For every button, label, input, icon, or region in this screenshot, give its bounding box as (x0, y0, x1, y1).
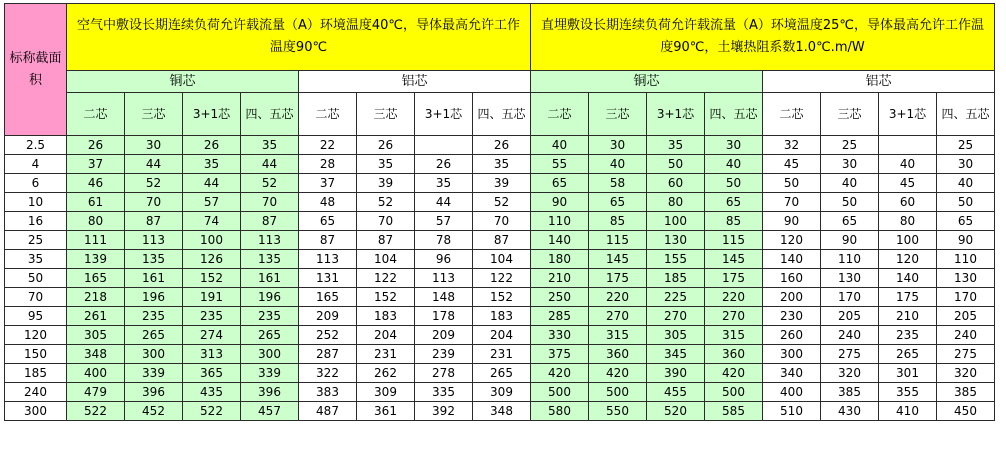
air-copper-value-cell: 80 (67, 212, 125, 231)
air-copper-value-cell: 61 (67, 193, 125, 212)
ground-aluminum-value-cell: 410 (879, 402, 937, 421)
air-copper-header: 铜芯 (67, 71, 299, 93)
ground-copper-value-cell: 585 (705, 402, 763, 421)
ground-aluminum-value-cell: 510 (763, 402, 821, 421)
air-aluminum-value-cell: 309 (473, 383, 531, 402)
air-aluminum-value-cell: 87 (299, 231, 357, 250)
ground-copper-core-header: 三芯 (589, 93, 647, 136)
air-aluminum-value-cell: 152 (473, 288, 531, 307)
air-copper-value-cell: 300 (125, 345, 183, 364)
ground-aluminum-value-cell: 320 (937, 364, 995, 383)
air-copper-value-cell: 70 (241, 193, 299, 212)
ground-copper-value-cell: 500 (589, 383, 647, 402)
air-aluminum-value-cell: 26 (415, 155, 473, 174)
cross-section-cell: 150 (5, 345, 67, 364)
table-row (5, 402, 995, 421)
air-aluminum-value-cell: 87 (473, 231, 531, 250)
ground-copper-value-cell: 550 (589, 402, 647, 421)
ground-copper-core-header: 四、五芯 (705, 93, 763, 136)
air-copper-core-header: 三芯 (125, 93, 183, 136)
air-copper-value-cell: 35 (183, 155, 241, 174)
ground-aluminum-value-cell: 130 (821, 269, 879, 288)
air-copper-value-cell: 87 (241, 212, 299, 231)
cross-section-cell: 70 (5, 288, 67, 307)
air-copper-value-cell: 479 (67, 383, 125, 402)
air-aluminum-value-cell: 70 (357, 212, 415, 231)
air-aluminum-value-cell: 26 (357, 136, 415, 155)
ground-aluminum-value-cell: 340 (763, 364, 821, 383)
air-copper-value-cell: 457 (241, 402, 299, 421)
cross-section-cell: 2.5 (5, 136, 67, 155)
ground-aluminum-value-cell: 120 (879, 250, 937, 269)
title-row (5, 4, 995, 71)
air-copper-value-cell: 74 (183, 212, 241, 231)
table-row (5, 364, 995, 383)
cross-section-cell: 16 (5, 212, 67, 231)
ground-aluminum-value-cell: 275 (821, 345, 879, 364)
air-copper-value-cell: 235 (125, 307, 183, 326)
ground-copper-value-cell: 210 (531, 269, 589, 288)
air-aluminum-value-cell: 348 (473, 402, 531, 421)
air-copper-value-cell: 161 (125, 269, 183, 288)
table-row (5, 288, 995, 307)
air-copper-value-cell: 165 (67, 269, 125, 288)
ground-aluminum-value-cell: 110 (821, 250, 879, 269)
ground-copper-header: 铜芯 (531, 71, 763, 93)
ground-copper-value-cell: 225 (647, 288, 705, 307)
air-aluminum-value-cell: 78 (415, 231, 473, 250)
air-aluminum-value-cell: 52 (473, 193, 531, 212)
ground-copper-value-cell: 330 (531, 326, 589, 345)
ground-aluminum-value-cell: 385 (821, 383, 879, 402)
cross-section-cell: 4 (5, 155, 67, 174)
air-copper-value-cell: 111 (67, 231, 125, 250)
ground-aluminum-value-cell: 45 (763, 155, 821, 174)
air-copper-value-cell: 35 (241, 136, 299, 155)
air-aluminum-value-cell: 231 (473, 345, 531, 364)
ground-copper-value-cell: 305 (647, 326, 705, 345)
ground-copper-value-cell: 35 (647, 136, 705, 155)
air-aluminum-value-cell: 122 (473, 269, 531, 288)
ground-aluminum-value-cell: 385 (937, 383, 995, 402)
air-copper-value-cell: 261 (67, 307, 125, 326)
air-copper-value-cell: 348 (67, 345, 125, 364)
ground-copper-value-cell: 270 (705, 307, 763, 326)
ground-aluminum-value-cell: 301 (879, 364, 937, 383)
ground-copper-value-cell: 115 (589, 231, 647, 250)
core-row (5, 93, 995, 136)
ground-copper-value-cell: 40 (589, 155, 647, 174)
ground-copper-value-cell: 110 (531, 212, 589, 231)
air-copper-value-cell: 265 (125, 326, 183, 345)
cross-section-cell: 120 (5, 326, 67, 345)
ground-copper-value-cell: 55 (531, 155, 589, 174)
material-row (5, 71, 995, 93)
ground-aluminum-value-cell: 80 (879, 212, 937, 231)
ground-aluminum-header: 铝芯 (763, 71, 995, 93)
ground-copper-value-cell: 40 (531, 136, 589, 155)
ground-aluminum-core-header: 四、五芯 (937, 93, 995, 136)
air-copper-value-cell: 126 (183, 250, 241, 269)
air-aluminum-value-cell: 104 (357, 250, 415, 269)
air-aluminum-value-cell: 252 (299, 326, 357, 345)
ampacity-table-container (4, 3, 995, 421)
ground-copper-value-cell: 60 (647, 174, 705, 193)
air-aluminum-value-cell: 39 (473, 174, 531, 193)
ground-copper-value-cell: 270 (589, 307, 647, 326)
ground-copper-value-cell: 420 (589, 364, 647, 383)
ground-aluminum-value-cell: 170 (937, 288, 995, 307)
ground-copper-value-cell: 85 (705, 212, 763, 231)
air-aluminum-value-cell: 309 (357, 383, 415, 402)
air-aluminum-value-cell: 148 (415, 288, 473, 307)
ground-copper-value-cell: 100 (647, 212, 705, 231)
ground-aluminum-value-cell: 120 (763, 231, 821, 250)
air-aluminum-value-cell: 113 (415, 269, 473, 288)
air-aluminum-value-cell: 96 (415, 250, 473, 269)
ground-copper-value-cell: 285 (531, 307, 589, 326)
air-aluminum-value-cell: 122 (357, 269, 415, 288)
ground-copper-value-cell: 115 (705, 231, 763, 250)
ground-aluminum-value-cell: 265 (879, 345, 937, 364)
table-row (5, 383, 995, 402)
cross-section-cell: 240 (5, 383, 67, 402)
air-aluminum-value-cell: 57 (415, 212, 473, 231)
ground-laying-title: 直埋敷设长期连续负荷允许载流量（A）环境温度25℃，导体最高允许工作温度90℃，土壤热阻系数1.0℃.m/W (531, 4, 995, 71)
air-laying-title: 空气中敷设长期连续负荷允许载流量（A）环境温度40℃，导体最高允许工作温度90℃ (67, 4, 531, 71)
air-copper-value-cell: 365 (183, 364, 241, 383)
air-aluminum-value-cell: 35 (357, 155, 415, 174)
air-aluminum-value-cell: 35 (473, 155, 531, 174)
air-copper-value-cell: 235 (183, 307, 241, 326)
air-copper-value-cell: 37 (67, 155, 125, 174)
ground-aluminum-value-cell: 430 (821, 402, 879, 421)
air-copper-value-cell: 70 (125, 193, 183, 212)
ground-copper-value-cell: 90 (531, 193, 589, 212)
air-copper-value-cell: 300 (241, 345, 299, 364)
table-row (5, 326, 995, 345)
air-copper-value-cell: 26 (67, 136, 125, 155)
air-aluminum-value-cell: 183 (357, 307, 415, 326)
air-aluminum-value-cell: 239 (415, 345, 473, 364)
ground-aluminum-value-cell: 30 (937, 155, 995, 174)
ground-aluminum-value-cell: 275 (937, 345, 995, 364)
ground-aluminum-value-cell: 175 (879, 288, 937, 307)
air-copper-value-cell: 196 (125, 288, 183, 307)
ground-aluminum-value-cell: 240 (821, 326, 879, 345)
ampacity-table (4, 3, 995, 421)
ground-copper-value-cell: 315 (705, 326, 763, 345)
air-aluminum-value-cell: 392 (415, 402, 473, 421)
air-aluminum-core-header: 3+1芯 (415, 93, 473, 136)
ground-aluminum-value-cell: 60 (879, 193, 937, 212)
air-copper-core-header: 四、五芯 (241, 93, 299, 136)
ground-aluminum-value-cell: 205 (937, 307, 995, 326)
table-row (5, 155, 995, 174)
air-copper-value-cell: 400 (67, 364, 125, 383)
air-copper-value-cell: 44 (241, 155, 299, 174)
cross-section-cell: 185 (5, 364, 67, 383)
ground-aluminum-value-cell: 160 (763, 269, 821, 288)
air-aluminum-value-cell: 278 (415, 364, 473, 383)
ground-aluminum-value-cell: 300 (763, 345, 821, 364)
air-copper-value-cell: 218 (67, 288, 125, 307)
air-aluminum-value-cell: 104 (473, 250, 531, 269)
ground-copper-value-cell: 520 (647, 402, 705, 421)
air-copper-value-cell: 396 (241, 383, 299, 402)
ground-copper-value-cell: 145 (705, 250, 763, 269)
table-row (5, 250, 995, 269)
air-aluminum-value-cell: 39 (357, 174, 415, 193)
cross-section-cell: 95 (5, 307, 67, 326)
ground-aluminum-value-cell: 90 (937, 231, 995, 250)
cross-section-cell: 25 (5, 231, 67, 250)
ground-copper-value-cell: 500 (705, 383, 763, 402)
ground-aluminum-value-cell: 25 (821, 136, 879, 155)
air-copper-value-cell: 46 (67, 174, 125, 193)
ground-aluminum-value-cell: 205 (821, 307, 879, 326)
air-aluminum-value-cell: 165 (299, 288, 357, 307)
ground-aluminum-value-cell: 65 (937, 212, 995, 231)
ground-aluminum-value-cell: 40 (821, 174, 879, 193)
air-aluminum-value-cell: 152 (357, 288, 415, 307)
ground-copper-value-cell: 40 (705, 155, 763, 174)
ground-copper-value-cell: 185 (647, 269, 705, 288)
cross-section-cell: 300 (5, 402, 67, 421)
ground-copper-value-cell: 420 (705, 364, 763, 383)
air-copper-value-cell: 135 (125, 250, 183, 269)
ground-aluminum-core-header: 三芯 (821, 93, 879, 136)
air-copper-value-cell: 87 (125, 212, 183, 231)
air-aluminum-value-cell: 178 (415, 307, 473, 326)
air-aluminum-value-cell: 335 (415, 383, 473, 402)
air-copper-value-cell: 191 (183, 288, 241, 307)
ground-copper-value-cell: 360 (589, 345, 647, 364)
air-aluminum-value-cell: 87 (357, 231, 415, 250)
ground-copper-value-cell: 130 (647, 231, 705, 250)
ground-aluminum-value-cell: 355 (879, 383, 937, 402)
ground-aluminum-value-cell: 110 (937, 250, 995, 269)
ground-copper-value-cell: 30 (705, 136, 763, 155)
air-aluminum-value-cell: 322 (299, 364, 357, 383)
ground-aluminum-value-cell: 50 (763, 174, 821, 193)
air-aluminum-value-cell: 487 (299, 402, 357, 421)
ground-copper-value-cell: 50 (705, 174, 763, 193)
ground-copper-value-cell: 140 (531, 231, 589, 250)
air-aluminum-value-cell: 52 (357, 193, 415, 212)
ground-aluminum-value-cell: 130 (937, 269, 995, 288)
ground-aluminum-value-cell: 65 (821, 212, 879, 231)
air-aluminum-core-header: 三芯 (357, 93, 415, 136)
air-copper-value-cell: 522 (183, 402, 241, 421)
ground-copper-value-cell: 85 (589, 212, 647, 231)
ground-copper-value-cell: 65 (705, 193, 763, 212)
air-copper-value-cell: 305 (67, 326, 125, 345)
ground-aluminum-value-cell: 30 (821, 155, 879, 174)
air-copper-value-cell: 339 (241, 364, 299, 383)
ground-aluminum-value-cell: 200 (763, 288, 821, 307)
ground-aluminum-value-cell: 240 (937, 326, 995, 345)
air-copper-value-cell: 339 (125, 364, 183, 383)
ground-copper-value-cell: 65 (589, 193, 647, 212)
air-copper-value-cell: 435 (183, 383, 241, 402)
table-row (5, 345, 995, 364)
ground-aluminum-value-cell: 50 (937, 193, 995, 212)
air-aluminum-value-cell: 287 (299, 345, 357, 364)
ground-aluminum-value-cell: 32 (763, 136, 821, 155)
ground-copper-value-cell: 455 (647, 383, 705, 402)
air-aluminum-value-cell: 383 (299, 383, 357, 402)
air-aluminum-value-cell: 48 (299, 193, 357, 212)
air-copper-value-cell: 274 (183, 326, 241, 345)
air-copper-value-cell: 44 (125, 155, 183, 174)
ground-aluminum-value-cell: 40 (879, 155, 937, 174)
ground-copper-value-cell: 315 (589, 326, 647, 345)
air-copper-value-cell: 26 (183, 136, 241, 155)
air-copper-value-cell: 313 (183, 345, 241, 364)
ground-copper-value-cell: 270 (647, 307, 705, 326)
table-row (5, 307, 995, 326)
ground-copper-value-cell: 580 (531, 402, 589, 421)
air-aluminum-value-cell: 65 (299, 212, 357, 231)
ground-copper-value-cell: 420 (531, 364, 589, 383)
air-aluminum-value-cell: 44 (415, 193, 473, 212)
size-header: 标称截面积 (5, 4, 67, 136)
ground-copper-core-header: 二芯 (531, 93, 589, 136)
ground-aluminum-value-cell: 230 (763, 307, 821, 326)
air-copper-value-cell: 44 (183, 174, 241, 193)
air-aluminum-value-cell: 262 (357, 364, 415, 383)
cross-section-cell: 35 (5, 250, 67, 269)
air-aluminum-value-cell: 70 (473, 212, 531, 231)
air-copper-value-cell: 235 (241, 307, 299, 326)
ground-copper-value-cell: 180 (531, 250, 589, 269)
air-copper-value-cell: 161 (241, 269, 299, 288)
ground-copper-value-cell: 175 (589, 269, 647, 288)
air-copper-value-cell: 52 (125, 174, 183, 193)
air-aluminum-value-cell: 35 (415, 174, 473, 193)
air-copper-value-cell: 265 (241, 326, 299, 345)
ground-copper-value-cell: 145 (589, 250, 647, 269)
air-aluminum-value-cell: 37 (299, 174, 357, 193)
ground-aluminum-core-header: 二芯 (763, 93, 821, 136)
ground-aluminum-value-cell: 100 (879, 231, 937, 250)
ground-copper-value-cell: 360 (705, 345, 763, 364)
table-row (5, 231, 995, 250)
air-copper-value-cell: 396 (125, 383, 183, 402)
ground-copper-value-cell: 375 (531, 345, 589, 364)
air-copper-value-cell: 30 (125, 136, 183, 155)
ground-aluminum-value-cell: 140 (879, 269, 937, 288)
air-copper-core-header: 二芯 (67, 93, 125, 136)
ground-aluminum-value-cell: 45 (879, 174, 937, 193)
ground-copper-value-cell: 50 (647, 155, 705, 174)
air-copper-value-cell: 452 (125, 402, 183, 421)
air-aluminum-value-cell: 183 (473, 307, 531, 326)
ground-aluminum-value-cell: 320 (821, 364, 879, 383)
ground-aluminum-value-cell (879, 136, 937, 155)
air-copper-value-cell: 522 (67, 402, 125, 421)
ground-copper-value-cell: 58 (589, 174, 647, 193)
ground-copper-value-cell: 390 (647, 364, 705, 383)
ground-copper-value-cell: 30 (589, 136, 647, 155)
ground-copper-value-cell: 250 (531, 288, 589, 307)
table-row (5, 269, 995, 288)
ground-copper-value-cell: 345 (647, 345, 705, 364)
air-aluminum-header: 铝芯 (299, 71, 531, 93)
ground-aluminum-value-cell: 170 (821, 288, 879, 307)
air-copper-value-cell: 139 (67, 250, 125, 269)
air-aluminum-value-cell: 209 (415, 326, 473, 345)
table-row (5, 174, 995, 193)
air-copper-value-cell: 135 (241, 250, 299, 269)
air-aluminum-value-cell: 204 (473, 326, 531, 345)
air-copper-core-header: 3+1芯 (183, 93, 241, 136)
ground-aluminum-value-cell: 40 (937, 174, 995, 193)
air-copper-value-cell: 57 (183, 193, 241, 212)
air-aluminum-value-cell: 361 (357, 402, 415, 421)
ground-copper-value-cell: 175 (705, 269, 763, 288)
ground-aluminum-value-cell: 90 (763, 212, 821, 231)
air-aluminum-value-cell: 265 (473, 364, 531, 383)
cross-section-cell: 10 (5, 193, 67, 212)
cross-section-cell: 6 (5, 174, 67, 193)
ground-copper-value-cell: 500 (531, 383, 589, 402)
ground-copper-value-cell: 220 (705, 288, 763, 307)
air-aluminum-value-cell: 204 (357, 326, 415, 345)
air-aluminum-core-header: 二芯 (299, 93, 357, 136)
ground-aluminum-value-cell: 90 (821, 231, 879, 250)
ground-aluminum-value-cell: 25 (937, 136, 995, 155)
table-row (5, 136, 995, 155)
ground-copper-core-header: 3+1芯 (647, 93, 705, 136)
ground-copper-value-cell: 155 (647, 250, 705, 269)
ground-aluminum-value-cell: 235 (879, 326, 937, 345)
ground-aluminum-value-cell: 400 (763, 383, 821, 402)
ground-aluminum-value-cell: 50 (821, 193, 879, 212)
ground-aluminum-value-cell: 140 (763, 250, 821, 269)
ground-aluminum-value-cell: 450 (937, 402, 995, 421)
air-copper-value-cell: 100 (183, 231, 241, 250)
ground-aluminum-core-header: 3+1芯 (879, 93, 937, 136)
air-copper-value-cell: 52 (241, 174, 299, 193)
cross-section-cell: 50 (5, 269, 67, 288)
air-aluminum-value-cell: 131 (299, 269, 357, 288)
air-aluminum-value-cell: 28 (299, 155, 357, 174)
ground-aluminum-value-cell: 210 (879, 307, 937, 326)
air-aluminum-value-cell: 231 (357, 345, 415, 364)
air-aluminum-value-cell (415, 136, 473, 155)
ground-aluminum-value-cell: 260 (763, 326, 821, 345)
ground-copper-value-cell: 220 (589, 288, 647, 307)
air-aluminum-value-cell: 22 (299, 136, 357, 155)
air-copper-value-cell: 113 (125, 231, 183, 250)
air-copper-value-cell: 113 (241, 231, 299, 250)
ground-aluminum-value-cell: 70 (763, 193, 821, 212)
ground-copper-value-cell: 80 (647, 193, 705, 212)
air-copper-value-cell: 152 (183, 269, 241, 288)
air-aluminum-value-cell: 26 (473, 136, 531, 155)
air-aluminum-value-cell: 209 (299, 307, 357, 326)
air-aluminum-value-cell: 113 (299, 250, 357, 269)
ground-copper-value-cell: 65 (531, 174, 589, 193)
air-copper-value-cell: 196 (241, 288, 299, 307)
table-row (5, 212, 995, 231)
table-row (5, 193, 995, 212)
air-aluminum-core-header: 四、五芯 (473, 93, 531, 136)
